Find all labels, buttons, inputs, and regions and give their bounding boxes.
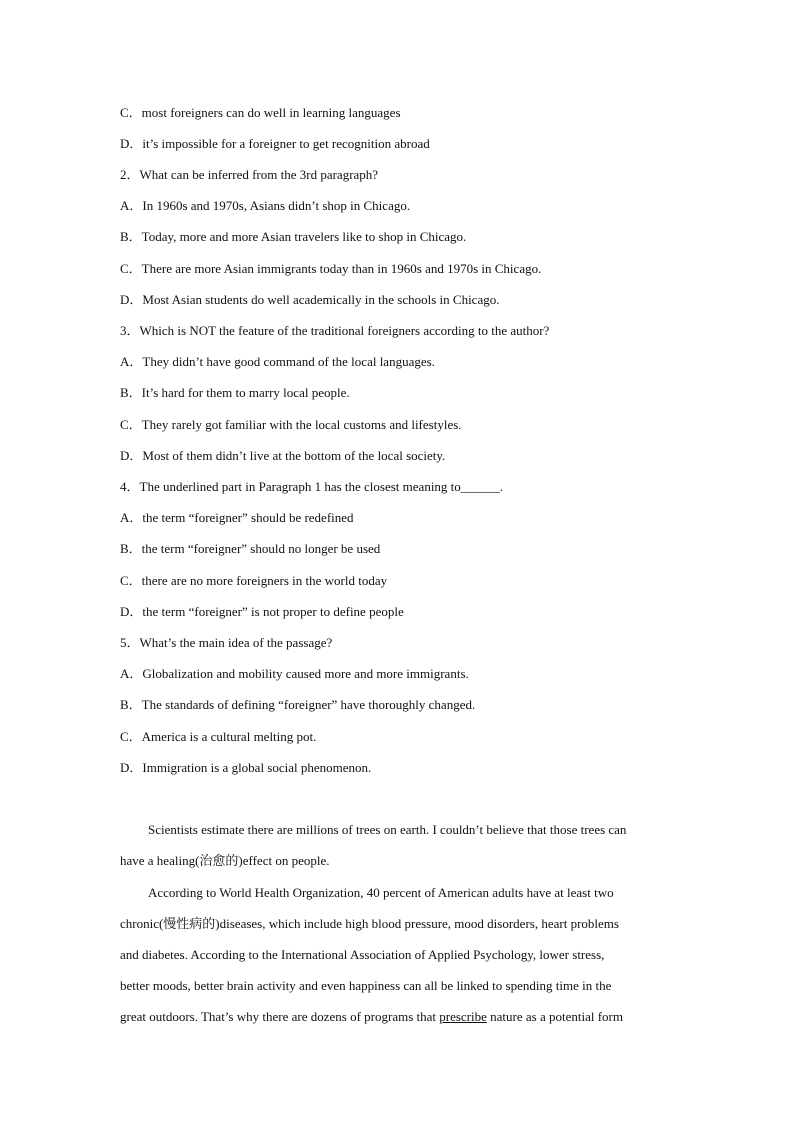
option-2a: A．In 1960s and 1970s, Asians didn’t shop in Chicago. [120, 198, 411, 213]
option-1c: C．most foreigners can do well in learning languages [120, 105, 401, 120]
underlined-word: prescribe [439, 1009, 487, 1024]
option-3c: C．They rarely got familiar with the local customs and lifestyles. [120, 417, 462, 432]
paragraph-2-line-5 [120, 1009, 623, 1025]
text-segment: nature as a potential form [486, 1009, 623, 1024]
paragraph-2-line-3: and diabetes. According to the International Association of Applied Psychology, lower stress, [120, 947, 605, 962]
option-5a: A．Globalization and mobility caused more and more immigrants. [120, 666, 469, 681]
paragraph-2-line-2: chronic(慢性病的)diseases, which include high blood pressure, mood disorders, heart problems [120, 916, 619, 931]
option-4d: D．the term “foreigner” is not proper to define people [120, 604, 404, 619]
option-4b: B．the term “foreigner” should no longer be used [120, 541, 381, 556]
option-3a: A．They didn’t have good command of the local languages. [120, 354, 435, 369]
option-2b: B．Today, more and more Asian travelers like to shop in Chicago. [120, 229, 467, 244]
option-2d: D．Most Asian students do well academically in the schools in Chicago. [120, 292, 500, 307]
option-4c: C．there are no more foreigners in the world today [120, 573, 388, 588]
option-1d: D．it’s impossible for a foreigner to get recognition abroad [120, 136, 430, 151]
paragraph-1-line-2: have a healing(治愈的)effect on people. [120, 853, 330, 868]
text-segment: great outdoors. That’s why there are dozens of programs that [120, 1009, 440, 1024]
option-3d: D．Most of them didn’t live at the bottom of the local society. [120, 448, 446, 463]
option-5c: C．America is a cultural melting pot. [120, 729, 317, 744]
question-5: 5．What’s the main idea of the passage? [120, 635, 333, 650]
option-5b: B．The standards of defining “foreigner” have thoroughly changed. [120, 697, 476, 712]
paragraph-2-line-4: better moods, better brain activity and even happiness can all be linked to spending time in the [120, 978, 612, 993]
paragraph-2-line-1: According to World Health Organization, 40 percent of American adults have at least two [148, 885, 614, 900]
question-4: 4．The underlined part in Paragraph 1 has the closest meaning to______. [120, 479, 504, 494]
question-3: 3．Which is NOT the feature of the traditional foreigners according to the author? [120, 323, 550, 338]
option-4a: A．the term “foreigner” should be redefined [120, 510, 354, 525]
option-5d: D．Immigration is a global social phenomenon. [120, 760, 372, 775]
option-3b: B．It’s hard for them to marry local people. [120, 385, 350, 400]
question-2: 2．What can be inferred from the 3rd paragraph? [120, 167, 379, 182]
option-2c: C．There are more Asian immigrants today than in 1960s and 1970s in Chicago. [120, 261, 542, 276]
paragraph-1-line-1: Scientists estimate there are millions of trees on earth. I couldn’t believe that those trees can [148, 822, 627, 837]
